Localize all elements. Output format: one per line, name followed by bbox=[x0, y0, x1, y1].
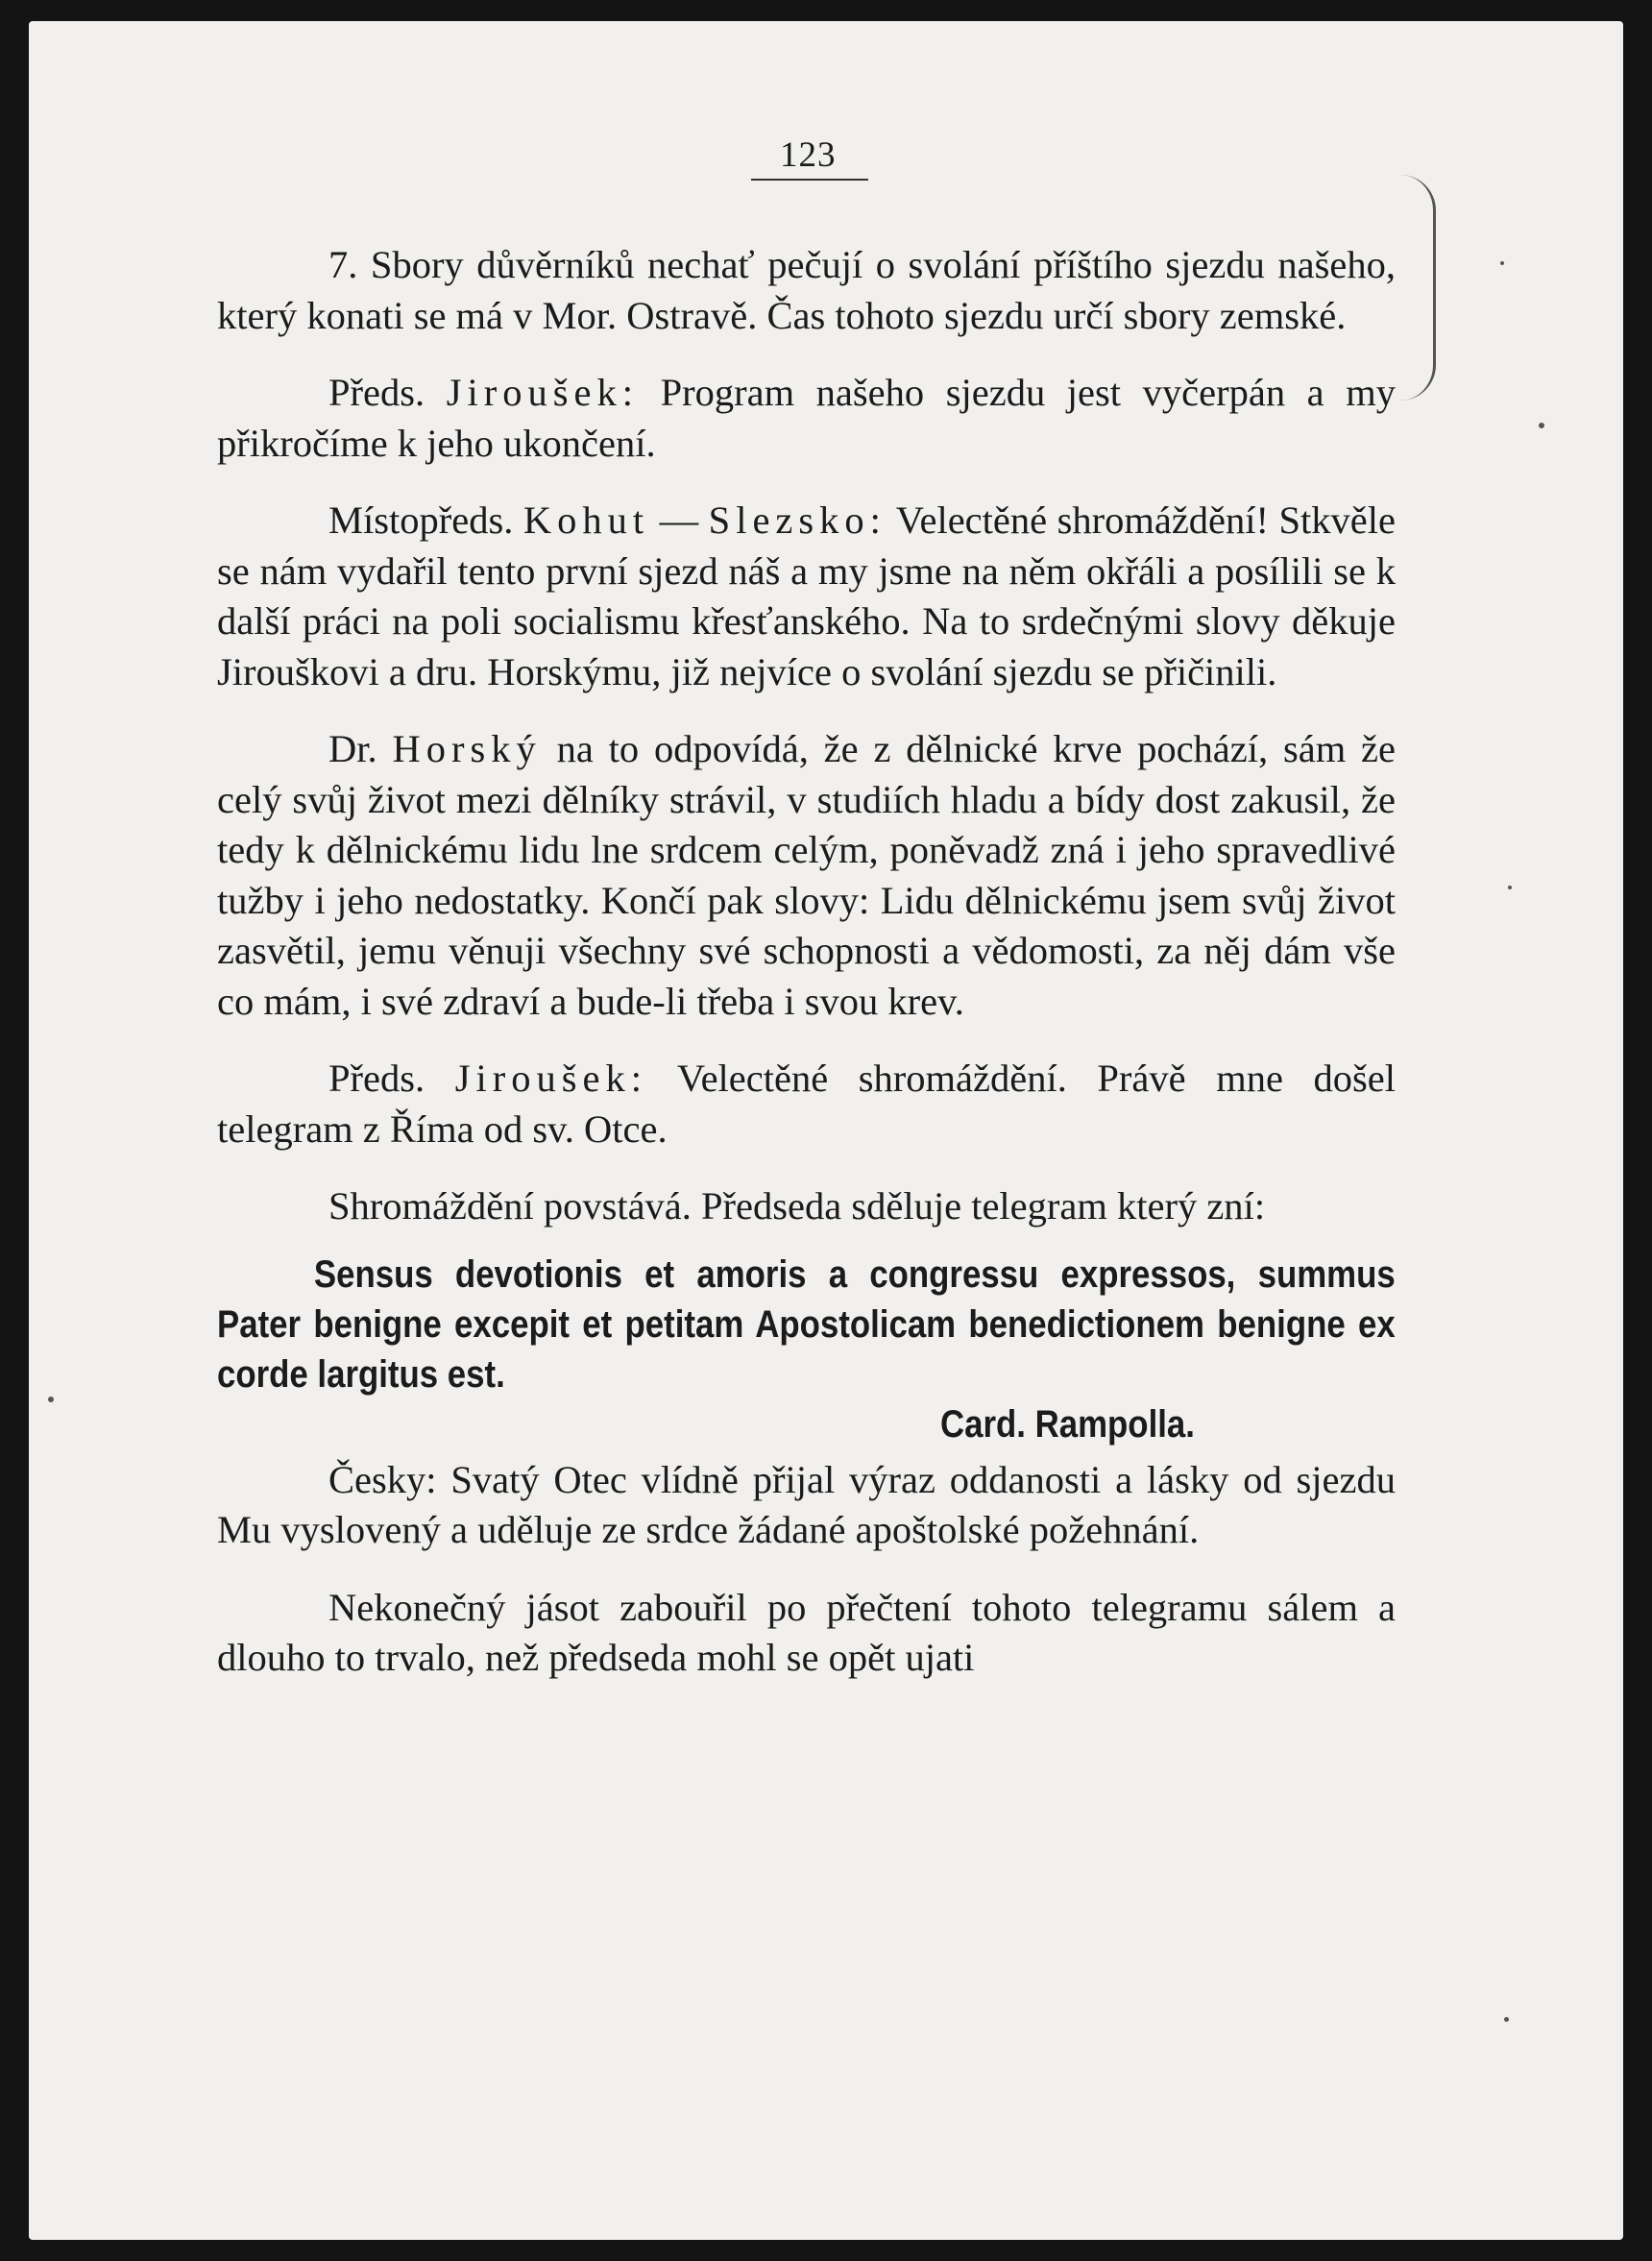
paragraph-czech-translation bbox=[217, 1455, 1396, 1556]
paragraph-item-7 bbox=[217, 240, 1396, 341]
paragraph-text: Nekonečný jásot zabouřil po přečtení tohoto telegramu sálem a dlouho to trvalo, než předseda mohl se opět ujati bbox=[217, 1585, 1396, 1679]
scan-speck bbox=[1504, 2017, 1509, 2022]
scan-speck bbox=[1539, 423, 1544, 428]
paragraph-program-exhausted bbox=[217, 368, 1396, 469]
paragraph-text: Velectěné shromáždění. Právě mne došel telegram z Říma od sv. Otce. bbox=[217, 1057, 1396, 1151]
paragraph-text: na to odpovídá, že z dělnické krve pochází, sám že celý svůj život mezi dělníky strávil, v studiích hladu a bídy dost zakusil, že tedy k dělnickému lidu lne srdcem celým, poněvadž zná i jeho spravedlivé tužby i jeho nedostatky. Končí pak slovy: Lidu dělnickému jsem svůj život zasvětil, jemu věnuji všechny své schopnosti a vědomosti, za něj dám vše co mám, i své zdraví a bude-li třeba i svou krev. bbox=[217, 727, 1397, 1023]
paragraph-text: 7. Sbory důvěrníků nechať pečují o svolání příštího sjezdu našeho, který konati se má v Mor. Ostravě. Čas tohoto sjezdu určí sbory zemské. bbox=[217, 243, 1396, 337]
em-dash: — bbox=[659, 498, 699, 542]
scan-speck bbox=[1500, 261, 1504, 265]
scan-speck bbox=[1508, 886, 1512, 889]
speaker-name: Kohut bbox=[522, 498, 650, 542]
speaker-prefix: Místopředs. bbox=[328, 498, 514, 542]
scan-speck bbox=[48, 1397, 54, 1402]
paragraph-jubilation bbox=[217, 1583, 1396, 1684]
speaker-prefix: Dr. bbox=[328, 727, 377, 770]
speaker-name: Jiroušek: bbox=[446, 371, 639, 414]
paragraph-horsky-speech bbox=[217, 724, 1396, 1027]
paragraph-assembly-rises bbox=[217, 1181, 1396, 1232]
page-body bbox=[217, 240, 1396, 1711]
telegram-latin-text: Sensus devotionis et amoris a congressu expressos, summus Pater benigne excepit et petitam Apostolicam benedictionem benigne ex corde largitus est. bbox=[217, 1252, 1396, 1396]
scanned-page bbox=[29, 21, 1623, 2240]
paragraph-telegram-announcement bbox=[217, 1054, 1396, 1155]
telegram-signature: Card. Rampolla. bbox=[940, 1402, 1195, 1446]
margin-bracket-mark bbox=[1400, 175, 1436, 401]
speaker-name: Horský bbox=[392, 727, 542, 770]
speaker-prefix: Předs. bbox=[328, 1057, 425, 1100]
speaker-prefix: Předs. bbox=[328, 371, 425, 414]
speaker-name: Jiroušek: bbox=[454, 1057, 647, 1100]
paragraph-text: Shromáždění povstává. Předseda sděluje telegram který zní: bbox=[328, 1184, 1266, 1228]
page-number: 123 bbox=[780, 135, 837, 175]
speaker-region: Slezsko: bbox=[708, 498, 887, 542]
paragraph-kohut-speech bbox=[217, 496, 1396, 697]
page-number-underline bbox=[751, 179, 868, 181]
paragraph-text: Velectěné shromáždění! Stkvěle se nám vydařil tento první sjezd náš a my jsme na něm okřáli a posílili se k další práci na poli socialismu křesťanského. Na to srdečnými slovy děkuje Jirouškovi a dru. Horskýmu, již nejvíce o svolání sjezdu se přičinili. bbox=[217, 498, 1397, 693]
paragraph-text: Česky: Svatý Otec vlídně přijal výraz oddanosti a lásky od sjezdu Mu vyslovený a uděluje ze srdce žádané apoštolské požehnání. bbox=[217, 1457, 1396, 1551]
paragraph-text: Program našeho sjezdu jest vyčerpán a my přikročíme k jeho ukončení. bbox=[217, 371, 1397, 465]
